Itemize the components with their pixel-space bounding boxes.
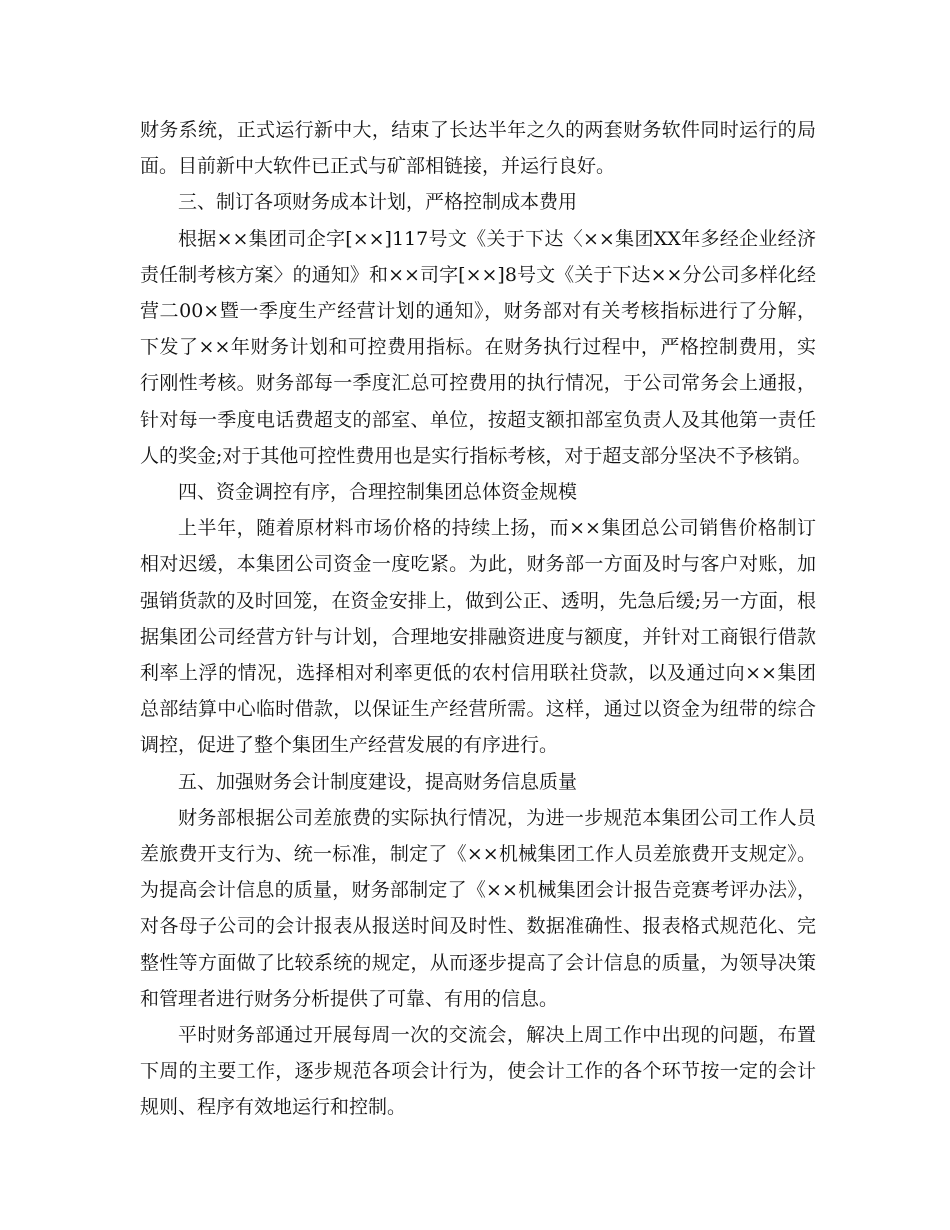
section-heading-5: 五、加强财务会计制度建设，提高财务信息质量 (178, 770, 578, 793)
paragraph-weekly-meeting: 平时财务部通过开展每周一次的交流会，解决上周工作中出现的问题，布置下周的主要工作，逐步规范各项会计行为，使会计工作的各个环节按一定的会计规则、程序有效地运行和控制。 (140, 1024, 816, 1119)
paragraph-accounting-system: 财务部根据公司差旅费的实际执行情况，为进一步规范本集团公司工作人员差旅费开支行为、统一标准，制定了《××机械集团工作人员差旅费开支规定》。为提高会计信息的质量，财务部制定了《××机械集团会计报告竞赛考评办法》，对各母子公司的会计报表从报送时间及时性、数据准确性、报表格式规范化、完整性等方面做了比较系统的规定，从而逐步提高了会计信息的质量，为领导决策和管理者进行财务分析提供了可靠、有用的信息。 (140, 806, 816, 1010)
document-body (140, 112, 816, 1126)
paragraph-fund-control: 上半年，随着原材料市场价格的持续上扬，而××集团总公司销售价格制订相对迟缓，本集团公司资金一度吃紧。为此，财务部一方面及时与客户对账，加强销货款的及时回笼，在资金安排上，做到公正、透明，先急后缓;另一方面，根据集团公司经营方针与计划，合理地安排融资进度与额度，并针对工商银行借款利率上浮的情况，选择相对利率更低的农村信用联社贷款，以及通过向××集团总部结算中心临时借款，以保证生产经营所需。这样，通过以资金为纽带的综合调控，促进了整个集团生产经营发展的有序进行。 (140, 517, 816, 757)
section-heading-3: 三、制订各项财务成本计划，严格控制成本费用 (178, 191, 578, 214)
paragraph-cost-control: 根据××集团司企字[××]117号文《关于下达〈××集团XX年多经企业经济责任制考核方案〉的通知》和××司字[××]8号文《关于下达××分公司多样化经营二00×暨一季度生产经营计划的通知》，财务部对有关考核指标进行了分解，下发了××年财务计划和可控费用指标。在财务执行过程中，严格控制费用，实行刚性考核。财务部每一季度汇总可控费用的执行情况，于公司常务会上通报，针对每一季度电话费超支的部室、单位，按超支额扣部室负责人及其他第一责任人的奖金;对于其他可控性费用也是实行指标考核，对于超支部分坚决不予核销。 (140, 227, 816, 467)
paragraph-continued: 财务系统，正式运行新中大，结束了长达半年之久的两套财务软件同时运行的局面。目前新中大软件已正式与矿部相链接，并运行良好。 (140, 119, 816, 178)
section-heading-4: 四、资金调控有序，合理控制集团总体资金规模 (178, 481, 578, 504)
